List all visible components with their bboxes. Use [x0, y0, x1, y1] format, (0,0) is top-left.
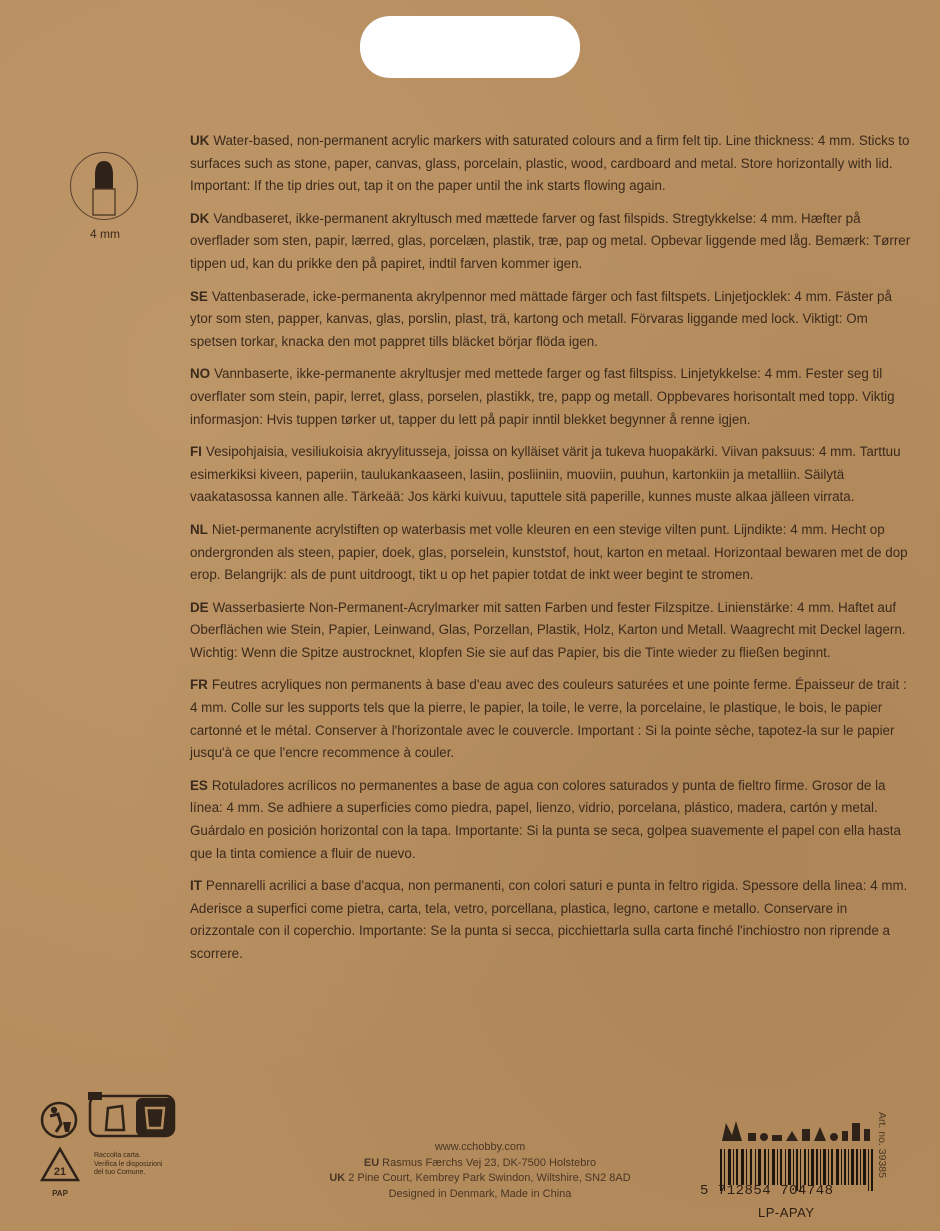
product-code: LP-APAY — [758, 1205, 815, 1220]
recycling-note-line: del tuo Comune. — [94, 1169, 146, 1176]
uk-address-line — [300, 1171, 660, 1187]
article-number: Art. no. 39385 — [876, 1112, 888, 1178]
manufacturer-info — [300, 1140, 660, 1202]
origin: Designed in Denmark, Made in China — [388, 1187, 572, 1200]
paragraph-text: Niet-permanente acrylstiften op waterbasis met volle kleuren en een stevige vilten punt. Lijndikte: 4 mm. Hecht op ondergronden als steen, papier, doek, glas, porselein, kunststof, hout, karton en metaal. Horizontaal bewaren met de dop erop. Belangrijk: als de punt uitdroogt, tikt u op het papier totdat de inkt weer begint te stromen. — [190, 521, 908, 583]
language-code: DE — [190, 599, 209, 615]
brand-shapes-icon — [720, 1115, 890, 1145]
recycling-material: PAP — [52, 1189, 68, 1198]
paragraph-text: Vannbaserte, ikke-permanente akryltusjer med mettede farger og fast filtspiss. Linjetykkelse: 4 mm. Fester seg til overflater som stein, papir, lerret, glass, porselen, plastikk, tre, papp og metall. Oppbevares horisontalt med topp. Viktig informasjon: Hvis tuppen tørker ut, tapper du lett på papir inntil blekket begynner å renne igjen. — [190, 366, 895, 427]
website: www.cchobby.com — [434, 1141, 526, 1153]
tip-size-label: 4 mm — [90, 227, 120, 241]
multilingual-description — [190, 130, 915, 976]
paragraph-it — [190, 875, 915, 965]
paragraph-text: Wasserbasierte Non-Permanent-Acrylmarker mit satten Farben und fester Filzspitze. Linienstärke: 4 mm. Haftet auf Oberflächen wie Stein, Papier, Leinwand, Glas, Porzellan, Plastik, Holz, Karton und Metall. Waagrecht mit Deckel lagern. Wichtig: Wenn die Spitze austrocknet, klopfen Sie sie auf das Papier, bis die Tinte wieder zu fließen beginnt. — [190, 599, 906, 660]
paragraph-text: Water-based, non-permanent acrylic markers with saturated colours and a firm felt tip. Line thickness: 4 mm. Sticks to surfaces such as stone, paper, canvas, glass, porcelain, plastic, wood, cardboard and metal. Store horizontally with lid. Important: If the tip dries out, tap it on the paper until the ink starts flowing again. — [190, 133, 910, 194]
paragraph-text: Vandbaseret, ikke-permanent akryltusch med mættede farver og fast filspids. Stregtykkelse: 4 mm. Hæfter på overflader som sten, papir, lærred, glas, porcelæn, plastik, træ, pap og metal. Opbevar liggende med låg. Bemærk: Tørrer tippen ud, kan du prikke den på papiret, indtil farven kommer igen. — [190, 210, 911, 271]
language-code: NO — [190, 366, 211, 382]
paragraph-text: Vesipohjaisia, vesiliukoisia akryylitusseja, joissa on kylläiset värit ja tukeva huopakärki. Viivan paksuus: 4 mm. Tarttuu esimerkiksi kiveen, paperiin, taulukankaaseen, lasiin, posliiniin, muoviin, puuhun, kartonkiin ja metalliin. Säilytä vaakatasossa kannen alle. Tärkeää: Jos kärki kuivuu, taputtele sitä paperille, kunnes muste alkaa jälleen virrata. — [190, 444, 901, 505]
eu-label: EU — [363, 1156, 380, 1169]
paragraph-dk — [190, 208, 915, 276]
recycling-note-line: Raccolta carta. — [94, 1152, 141, 1159]
paragraph-nl — [190, 519, 915, 587]
language-code: FI — [190, 444, 202, 460]
language-code: IT — [190, 878, 202, 894]
tip-size-indicator — [70, 152, 140, 241]
paragraph-fi — [190, 441, 915, 509]
uk-address: 2 Pine Court, Kembrey Park Swindon, Wiltshire, SN2 8AD — [348, 1172, 631, 1184]
paragraph-uk — [190, 130, 915, 198]
paragraph-no — [190, 363, 915, 431]
eu-address-line — [300, 1156, 660, 1172]
language-code: SE — [190, 288, 208, 304]
recycling-note — [94, 1152, 184, 1178]
language-code: FR — [190, 677, 208, 693]
sorting-bins-icon — [88, 1092, 176, 1138]
paragraph-de — [190, 597, 915, 665]
eu-address: Rasmus Færchs Vej 23, DK-7500 Holstebro — [382, 1156, 597, 1169]
paragraph-se — [190, 286, 915, 354]
language-code: DK — [190, 210, 210, 226]
marker-tip-icon — [70, 152, 138, 220]
paragraph-text: Rotuladores acrílicos no permanentes a base de agua con colores saturados y punta de fieltro firme. Grosor de la línea: 4 mm. Se adhiere a superficies como piedra, papel, lienzo, vidrio, porcelana, plástico, madera, cartón y metal. Guárdalo en posición horizontal con la tapa. Importante: Si la punta se seca, golpea suavemente el papel con ella hasta que la tinta comience a fluir de nuevo. — [190, 777, 901, 861]
paragraph-fr — [190, 674, 915, 764]
paragraph-es — [190, 775, 915, 865]
barcode-digits: 5 712854 704748 — [700, 1183, 834, 1199]
language-code: UK — [190, 133, 210, 148]
recycling-symbols — [38, 1092, 188, 1202]
tidyman-icon — [38, 1100, 80, 1140]
paragraph-text: Feutres acryliques non permanents à base d'eau avec des couleurs saturées et une pointe ferme. Épaisseur de trait : 4 mm. Colle sur les supports tels que la pierre, le papier, la toile, le verre, la porcelaine, le plastique, le bois, le papier cartonné et le métal. Conserver à l'horizontale avec le couvercle. Important : Si la pointe sèche, tapotez-la sur le papier jusqu'à ce que l'encre recommence à couler. — [190, 677, 907, 761]
recycling-note-line: Verifica le disposizioni — [94, 1160, 163, 1168]
paragraph-text: Vattenbaserade, icke-permanenta akrylpennor med mättade färger och fast filtspets. Linjetjocklek: 4 mm. Fäster på ytor som sten, papper, kanvas, glas, porslin, plast, trä, kartong och metall. Förvaras liggande med lock. Viktigt: Om spetsen torkar, knacka den mot pappret tills bläcket börjar flöda igen. — [190, 288, 892, 349]
barcode-block — [700, 1115, 900, 1225]
language-code: ES — [190, 777, 208, 793]
recycling-number: 21 — [53, 1166, 67, 1178]
hang-hole — [360, 16, 580, 78]
uk-label: UK — [329, 1172, 346, 1184]
paragraph-text: Pennarelli acrilici a base d'acqua, non permanenti, con colori saturi e punta in feltro rigida. Spessore della linea: 4 mm. Aderisce a superfici come pietra, carta, tela, vetro, porcellana, plastica, legno, cartone e metallo. Conservare in orizzontale con il coperchio. Importante: Se la punta si secca, picchiettarla sulla carta finché l'inchiostro non riprende a scorrere. — [190, 878, 908, 961]
language-code: NL — [190, 521, 208, 537]
